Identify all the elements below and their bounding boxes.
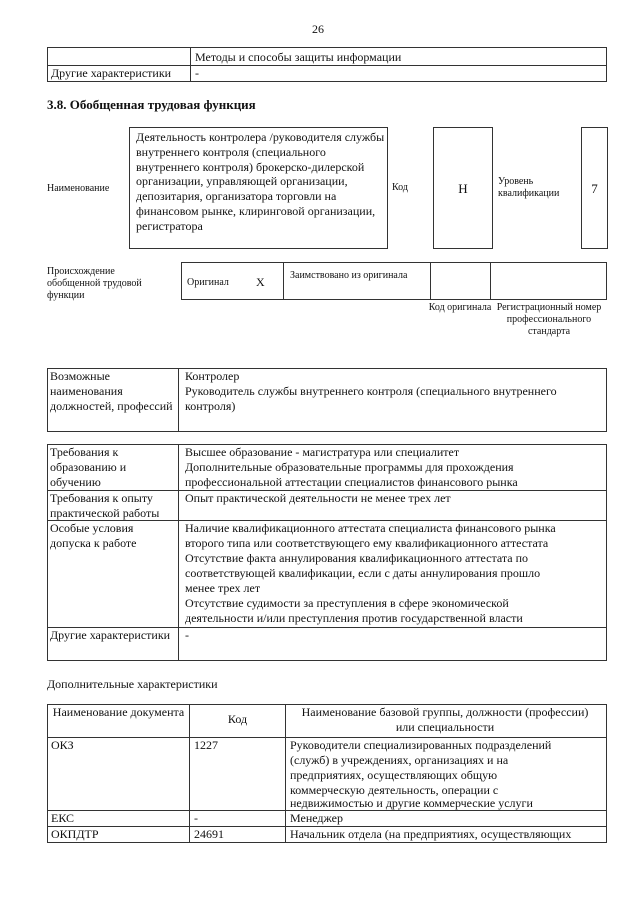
top-row-value: - — [195, 66, 199, 80]
requirement-label: Особые условия допуска к работе — [50, 521, 137, 550]
top-row-label: Другие характеристики — [51, 66, 172, 80]
original-mark: X — [256, 275, 265, 289]
row-code: - — [194, 811, 198, 825]
requirement-line: Дополнительные образовательные программы для прохождения — [185, 460, 514, 474]
positions-label: Возможные наименования должностей, профессий — [50, 369, 173, 413]
column-header: Наименование базовой группы, должности (профессии) или специальности — [301, 705, 589, 734]
requirement-line: соответствующей квалификации, если с даты аннулирования прошло — [185, 566, 541, 580]
row-code: 1227 — [194, 738, 218, 752]
code-box — [433, 127, 493, 249]
row-line: предприятиях, осуществляющих общую — [290, 768, 498, 782]
name-value-box — [129, 127, 388, 249]
requirement-label: Требования к образованию и обучению — [50, 445, 127, 489]
position-line: Контролер — [185, 369, 240, 383]
section-title: 3.8. Обобщенная трудовая функция — [47, 97, 256, 112]
code-original-caption: Код оригинала — [428, 302, 492, 313]
original-label: Оригинал — [187, 277, 229, 288]
position-line: контроля) — [185, 399, 236, 413]
position-line: Руководитель службы внутреннего контроля (специального внутреннего — [185, 384, 557, 398]
row-line: (служб) в учреждениях, организациях и на — [290, 753, 509, 767]
level-box — [581, 127, 608, 249]
code-label: Код — [392, 182, 408, 193]
row-line: Менеджер — [290, 811, 343, 825]
row-line: коммерческую деятельность, операции с — [290, 783, 499, 797]
row-code: 24691 — [194, 827, 224, 841]
requirement-line: профессиональной аттестации специалистов финансового рынка — [185, 475, 518, 489]
top-row-value: Методы и способы защиты информации — [195, 50, 402, 64]
requirement-line: - — [185, 628, 189, 642]
requirement-line: Наличие квалификационного аттестата специалиста финансового рынка — [185, 521, 556, 535]
requirement-line: деятельности и/или преступления против государственной власти — [185, 611, 523, 625]
requirement-label: Требования к опыту практической работы — [50, 491, 160, 520]
origin-label: Происхождение обобщенной трудовой функции — [47, 266, 142, 301]
requirement-line: второго типа или соответствующего ему квалификационного аттестата — [185, 536, 549, 550]
level-value: 7 — [591, 181, 598, 196]
row-doc: ОКЗ — [51, 738, 74, 752]
row-line: Начальник отдела (на предприятиях, осуществляющих — [290, 827, 572, 841]
requirement-line: менее трех лет — [185, 581, 261, 595]
row-doc: ОКПДТР — [51, 827, 99, 841]
row-line: Руководители специализированных подразделений — [290, 738, 552, 752]
page-number: 26 — [312, 22, 324, 36]
level-label: Уровень квалификации — [498, 176, 560, 199]
requirement-line: Отсутствие судимости за преступления в сфере экономической — [185, 596, 509, 610]
column-header: Наименование документа — [52, 705, 185, 719]
requirement-label: Другие характеристики — [50, 628, 171, 642]
row-line: недвижимостью и другие коммерческие услуги — [290, 796, 533, 810]
name-label: Наименование — [47, 183, 110, 194]
borrowed-label: Заимствовано из оригинала — [290, 270, 408, 281]
additional-title: Дополнительные характеристики — [47, 677, 218, 691]
column-header: Код — [227, 712, 248, 726]
name-value: Деятельность контролера /руководителя службы внутреннего контроля (специального внутреннего контроля) брокерско-дилерской организации, управляющей организации, депозитария, организатора торговли на финансовом рынке, клиринговой организации, регистратора — [136, 130, 385, 233]
requirement-line: Отсутствие факта аннулирования квалификационного аттестата по — [185, 551, 529, 565]
reg-number-caption: Регистрационный номер профессионального стандарта — [496, 302, 602, 337]
row-doc: ЕКС — [51, 811, 75, 825]
requirement-line: Высшее образование - магистратура или специалитет — [185, 445, 460, 459]
requirement-line: Опыт практической деятельности не менее трех лет — [185, 491, 451, 505]
code-value: H — [458, 181, 468, 196]
